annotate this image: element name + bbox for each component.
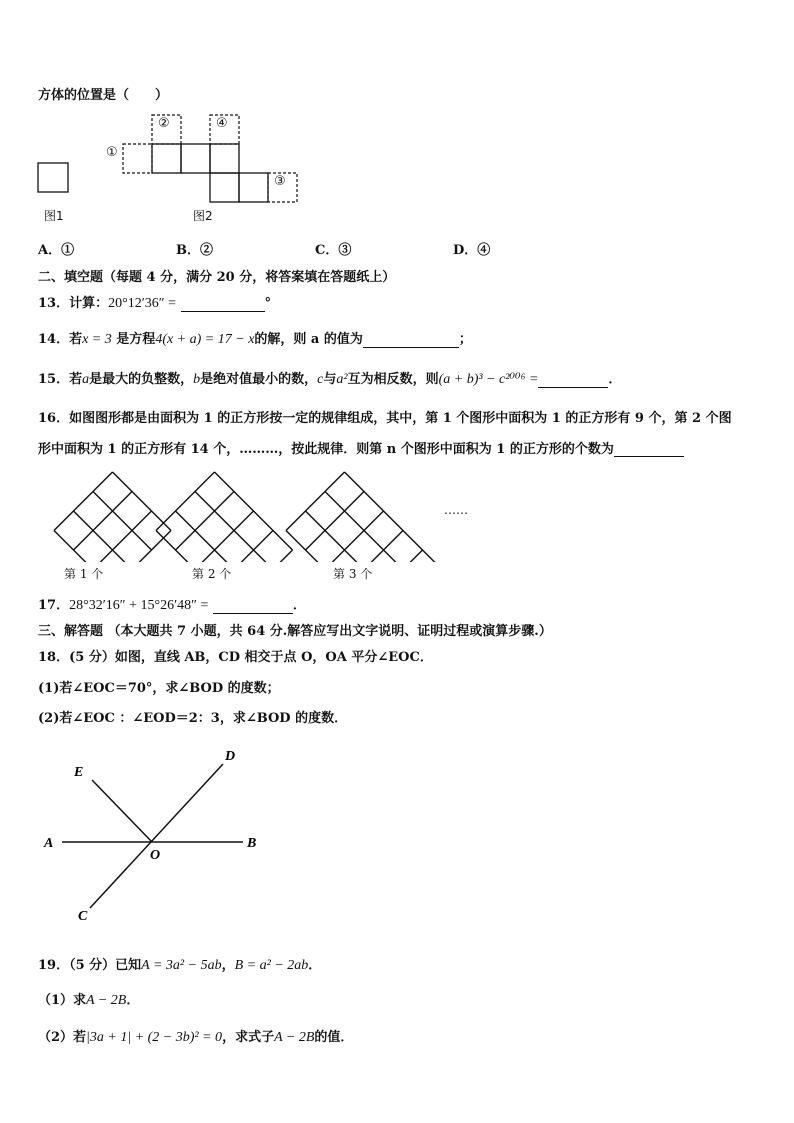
question-17: 17．28°32′16″ + 15°26′48″ = ． [38, 598, 306, 613]
square-pattern-1 [54, 472, 171, 562]
option-d: D．④ [453, 243, 491, 258]
mark-1: ① [106, 145, 118, 160]
question-18-stem: 18．(5 分）如图，直线 AB，CD 相交于点 O，OA 平分∠EOC． [38, 650, 433, 665]
label-c: C [78, 909, 88, 924]
label-e: E [74, 765, 84, 780]
dashed-square-1 [123, 144, 152, 173]
option-b: B．② [176, 243, 214, 258]
question-19-part2: （2）若|3a + 1| + (2 − 3b)² = 0，求式子A − 2B的值． [38, 1030, 354, 1045]
square-pattern-3 [286, 472, 442, 562]
square-patterns [40, 462, 480, 562]
pattern-label-1: 第 1 个 [64, 567, 104, 581]
mark-4: ④ [216, 116, 228, 131]
question-18-part1: (1)若∠EOC＝70°，求∠BOD 的度数； [38, 681, 280, 696]
label-b: B [247, 836, 257, 851]
answer-blank-17 [213, 599, 293, 614]
question-15: 15．若a是最大的负整数，b是绝对值最小的数，c与a²互为相反数，则(a + b)³ − c²⁰⁰⁶ = ． [38, 372, 622, 387]
answer-blank-16 [614, 442, 684, 457]
pattern-label-2: 第 2 个 [192, 567, 232, 581]
answer-blank-15 [538, 373, 608, 388]
answer-blank-14 [363, 333, 459, 348]
mark-2: ② [158, 116, 170, 131]
option-c: C．③ [315, 243, 352, 258]
question-19-part1: （1）求A − 2B． [38, 993, 140, 1008]
pattern-label-3: 第 3 个 [333, 567, 373, 581]
pattern-ellipsis: …… [444, 503, 468, 517]
figure1-square [38, 163, 68, 192]
square-pattern-2 [156, 472, 293, 562]
question-13: 13．计算：20°12′36″ = ° [38, 296, 272, 311]
angle-diagram [40, 740, 280, 925]
mark-3: ③ [274, 174, 286, 189]
label-a: A [44, 836, 54, 851]
section-3-heading: 三、解答题 （本大题共 7 小题，共 64 分.解答应写出文字说明、证明过程或演算步骤.） [38, 624, 552, 639]
figure2-label: 图2 [193, 209, 213, 223]
cube-net-figure [30, 108, 320, 208]
answer-blank-13 [181, 297, 265, 312]
question-14: 14．若x = 3 是方程4(x + a) = 17 − x的解，则 a 的值为 ； [38, 332, 472, 347]
question-18-part2: (2)若∠EOC ：∠EOD＝2：3，求∠BOD 的度数． [38, 711, 348, 726]
question-intro: 方体的位置是（ ） [38, 88, 169, 103]
section-2-heading: 二、填空题（每题 4 分，满分 20 分，将答案填在答题纸上） [38, 270, 396, 285]
figure2-net [152, 144, 268, 202]
question-16-line1: 16．如图图形都是由面积为 1 的正方形按一定的规律组成，其中，第 1 个图形中面积为 1 的正方形有 9 个，第 2 个图 [38, 411, 732, 426]
line-cd [90, 764, 223, 908]
ray-oe [92, 780, 152, 842]
figure1-label: 图1 [44, 209, 64, 223]
question-16-line2: 形中面积为 1 的正方形有 14 个，………，按此规律．则第 n 个图形中面积为 1 的正方形的个数为 [38, 438, 684, 457]
option-a: A．① [38, 243, 75, 258]
question-19-stem: 19．（5 分）已知A = 3a² − 5ab，B = a² − 2ab． [38, 958, 322, 973]
label-o: O [150, 848, 161, 863]
label-d: D [225, 749, 236, 764]
